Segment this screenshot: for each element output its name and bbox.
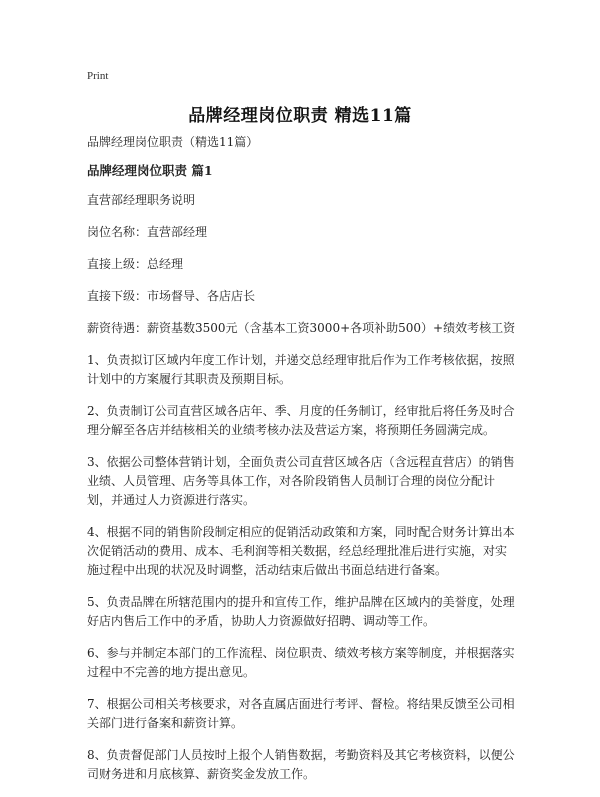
document-subtitle: 品牌经理岗位职责（精选11篇） bbox=[87, 135, 259, 149]
duty-paragraph-3: 3、依据公司整体营销计划，全面负责公司直营区域各店（含远程直营店）的销售业绩、人员管理、店务等具体工作，对各阶段销售人员制订合理的岗位分配计划，并通过人力资源进行落实。 bbox=[87, 455, 515, 507]
duty-paragraph-5: 5、负责品牌在所辖范围内的提升和宣传工作，维护品牌在区域内的美誉度，处理好店内售后工作中的矛盾，协助人力资源做好招聘、调动等工作。 bbox=[87, 595, 515, 628]
info-line-supervisor: 直接上级：总经理 bbox=[87, 257, 184, 271]
info-line-subordinates: 直接下级：市场督导、各店店长 bbox=[87, 289, 256, 303]
info-line-job-description: 直营部经理职务说明 bbox=[87, 193, 196, 207]
duty-paragraph-7: 7、根据公司相关考核要求，对各直属店面进行考评、督检。将结果反馈至公司相关部门进行备案和薪资计算。 bbox=[87, 697, 515, 730]
info-line-salary: 薪资待遇：薪资基数3500元（含基本工资3000+各项补助500）+绩效考核工资 bbox=[87, 321, 516, 335]
section-heading: 品牌经理岗位职责 篇1 bbox=[87, 163, 213, 178]
print-link[interactable]: Print bbox=[87, 70, 109, 82]
duty-paragraph-4: 4、根据不同的销售阶段制定相应的促销活动政策和方案，同时配合财务计算出本次促销活动的费用、成本、毛利润等相关数据，经总经理批准后进行实施，对实施过程中出现的状况及时调整，活动结束后做出书面总结进行备案。 bbox=[87, 525, 515, 577]
duty-paragraph-6: 6、参与并制定本部门的工作流程、岗位职责、绩效考核方案等制度，并根据落实过程中不完善的地方提出意见。 bbox=[87, 646, 515, 679]
duty-paragraph-2: 2、负责制订公司直营区域各店年、季、月度的任务制订，经审批后将任务及时合理分解至各店并结核相关的业绩考核办法及营运方案，将预期任务圆满完成。 bbox=[87, 404, 515, 437]
document-body bbox=[87, 133, 517, 797]
page-title: 品牌经理岗位职责 精选11篇 bbox=[188, 106, 412, 126]
duty-paragraph-8: 8、负责督促部门人员按时上报个人销售数据，考勤资料及其它考核资料，以便公司财务进和月底核算、薪资奖金发放工作。 bbox=[87, 748, 515, 781]
info-line-position: 岗位名称：直营部经理 bbox=[87, 225, 208, 239]
duty-paragraph-1: 1、负责拟订区域内年度工作计划，并递交总经理审批后作为工作考核依据，按照计划中的方案履行其职责及预期目标。 bbox=[87, 353, 515, 386]
